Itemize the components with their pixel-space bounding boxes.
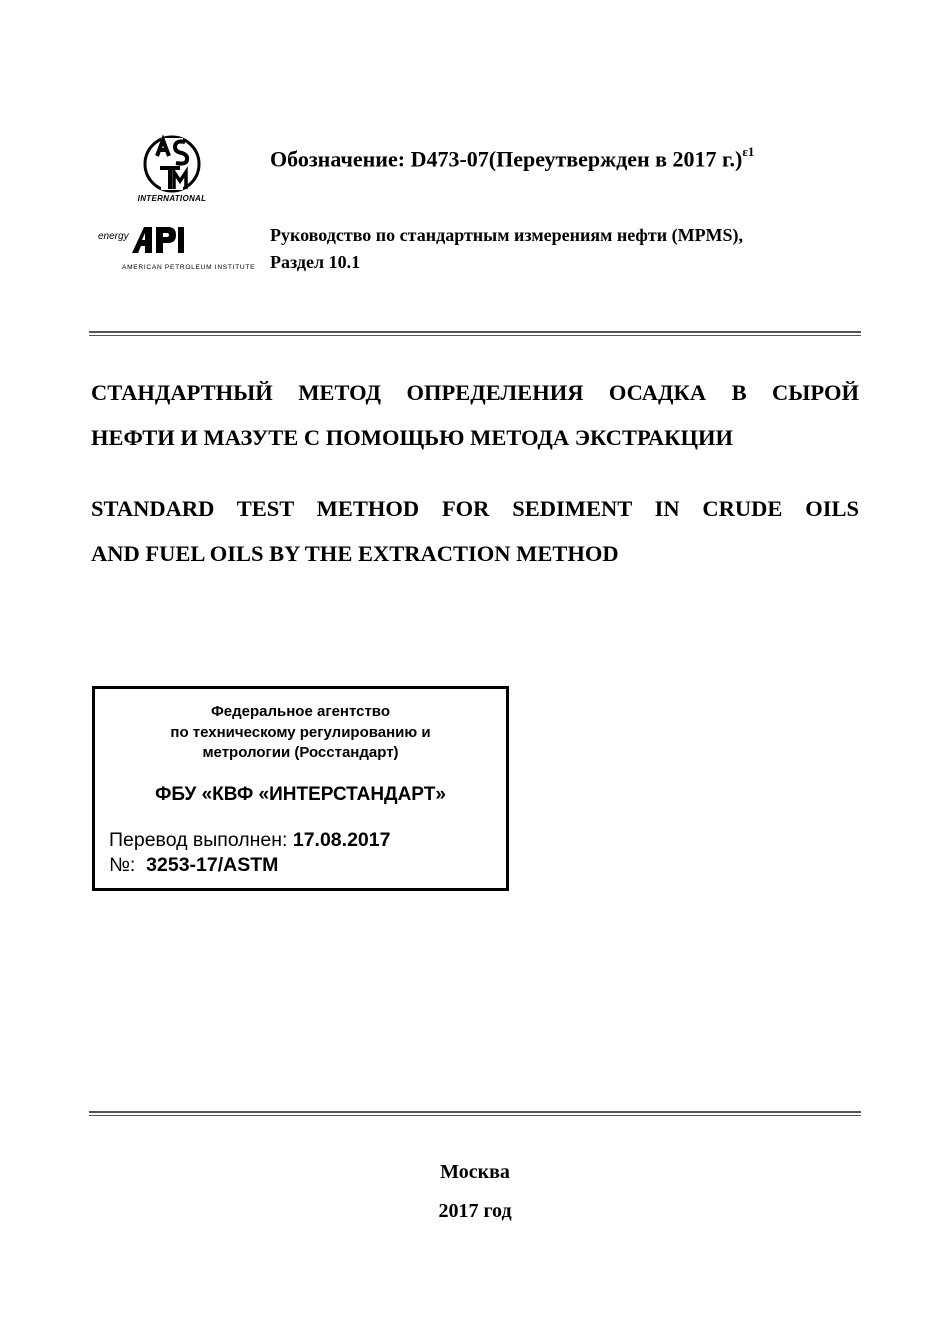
- translation-stamp: [92, 686, 509, 891]
- manual-line-1: Руководство по стандартным измерениям нефти (MPMS),: [270, 225, 744, 245]
- title-russian-line-1: СТАНДАРТНЫЙ МЕТОД ОПРЕДЕЛЕНИЯ ОСАДКА В СЫРОЙ: [91, 380, 859, 405]
- astm-emblem-icon: [130, 134, 214, 194]
- designation-superscript: ε1: [742, 144, 755, 159]
- designation-text: Обозначение: D473-07(Переутвержден в 2017 г.): [270, 146, 743, 172]
- top-divider: [89, 331, 861, 336]
- title-english: [91, 486, 859, 576]
- manual-reference: [270, 222, 870, 276]
- stamp-agency: [95, 702, 506, 764]
- stamp-translated-value: 17.08.2017: [292, 829, 391, 851]
- api-energy-label: energy: [98, 231, 129, 242]
- api-caption: AMERICAN PETROLEUM INSTITUTE: [122, 264, 256, 271]
- astm-international-label: INTERNATIONAL: [137, 194, 207, 203]
- stamp-organization: ФБУ «КВФ «ИНТЕРСТАНДАРТ»: [155, 784, 446, 805]
- stamp-agency-line-3: метрологии (Росстандарт): [202, 744, 399, 761]
- title-english-line-1: STANDARD TEST METHOD FOR SEDIMENT IN CRUDE OILS: [91, 496, 859, 521]
- stamp-number-value: 3253-17/ASTM: [146, 854, 279, 876]
- designation: [270, 146, 754, 172]
- stamp-number: [109, 854, 278, 877]
- stamp-agency-line-1: Федеральное агентство: [210, 703, 390, 720]
- manual-line-2: Раздел 10.1: [270, 252, 361, 272]
- stamp-number-label: №:: [109, 854, 147, 876]
- title-russian: [91, 370, 859, 460]
- api-logo: [92, 222, 268, 274]
- stamp-agency-line-2: по техническому регулированию и: [170, 723, 431, 741]
- year: 2017 год: [438, 1200, 512, 1222]
- astm-logo: [130, 134, 214, 208]
- title-english-line-2: AND FUEL OILS BY THE EXTRACTION METHOD: [91, 541, 619, 566]
- title-russian-line-2: НЕФТИ И МАЗУТЕ С ПОМОЩЬЮ МЕТОДА ЭКСТРАКЦИИ: [91, 425, 733, 450]
- api-mark-icon: [130, 225, 186, 255]
- stamp-translation-date: [109, 829, 390, 852]
- city: Москва: [440, 1161, 510, 1183]
- bottom-divider: [89, 1111, 861, 1116]
- stamp-translated-label: Перевод выполнен:: [109, 829, 293, 851]
